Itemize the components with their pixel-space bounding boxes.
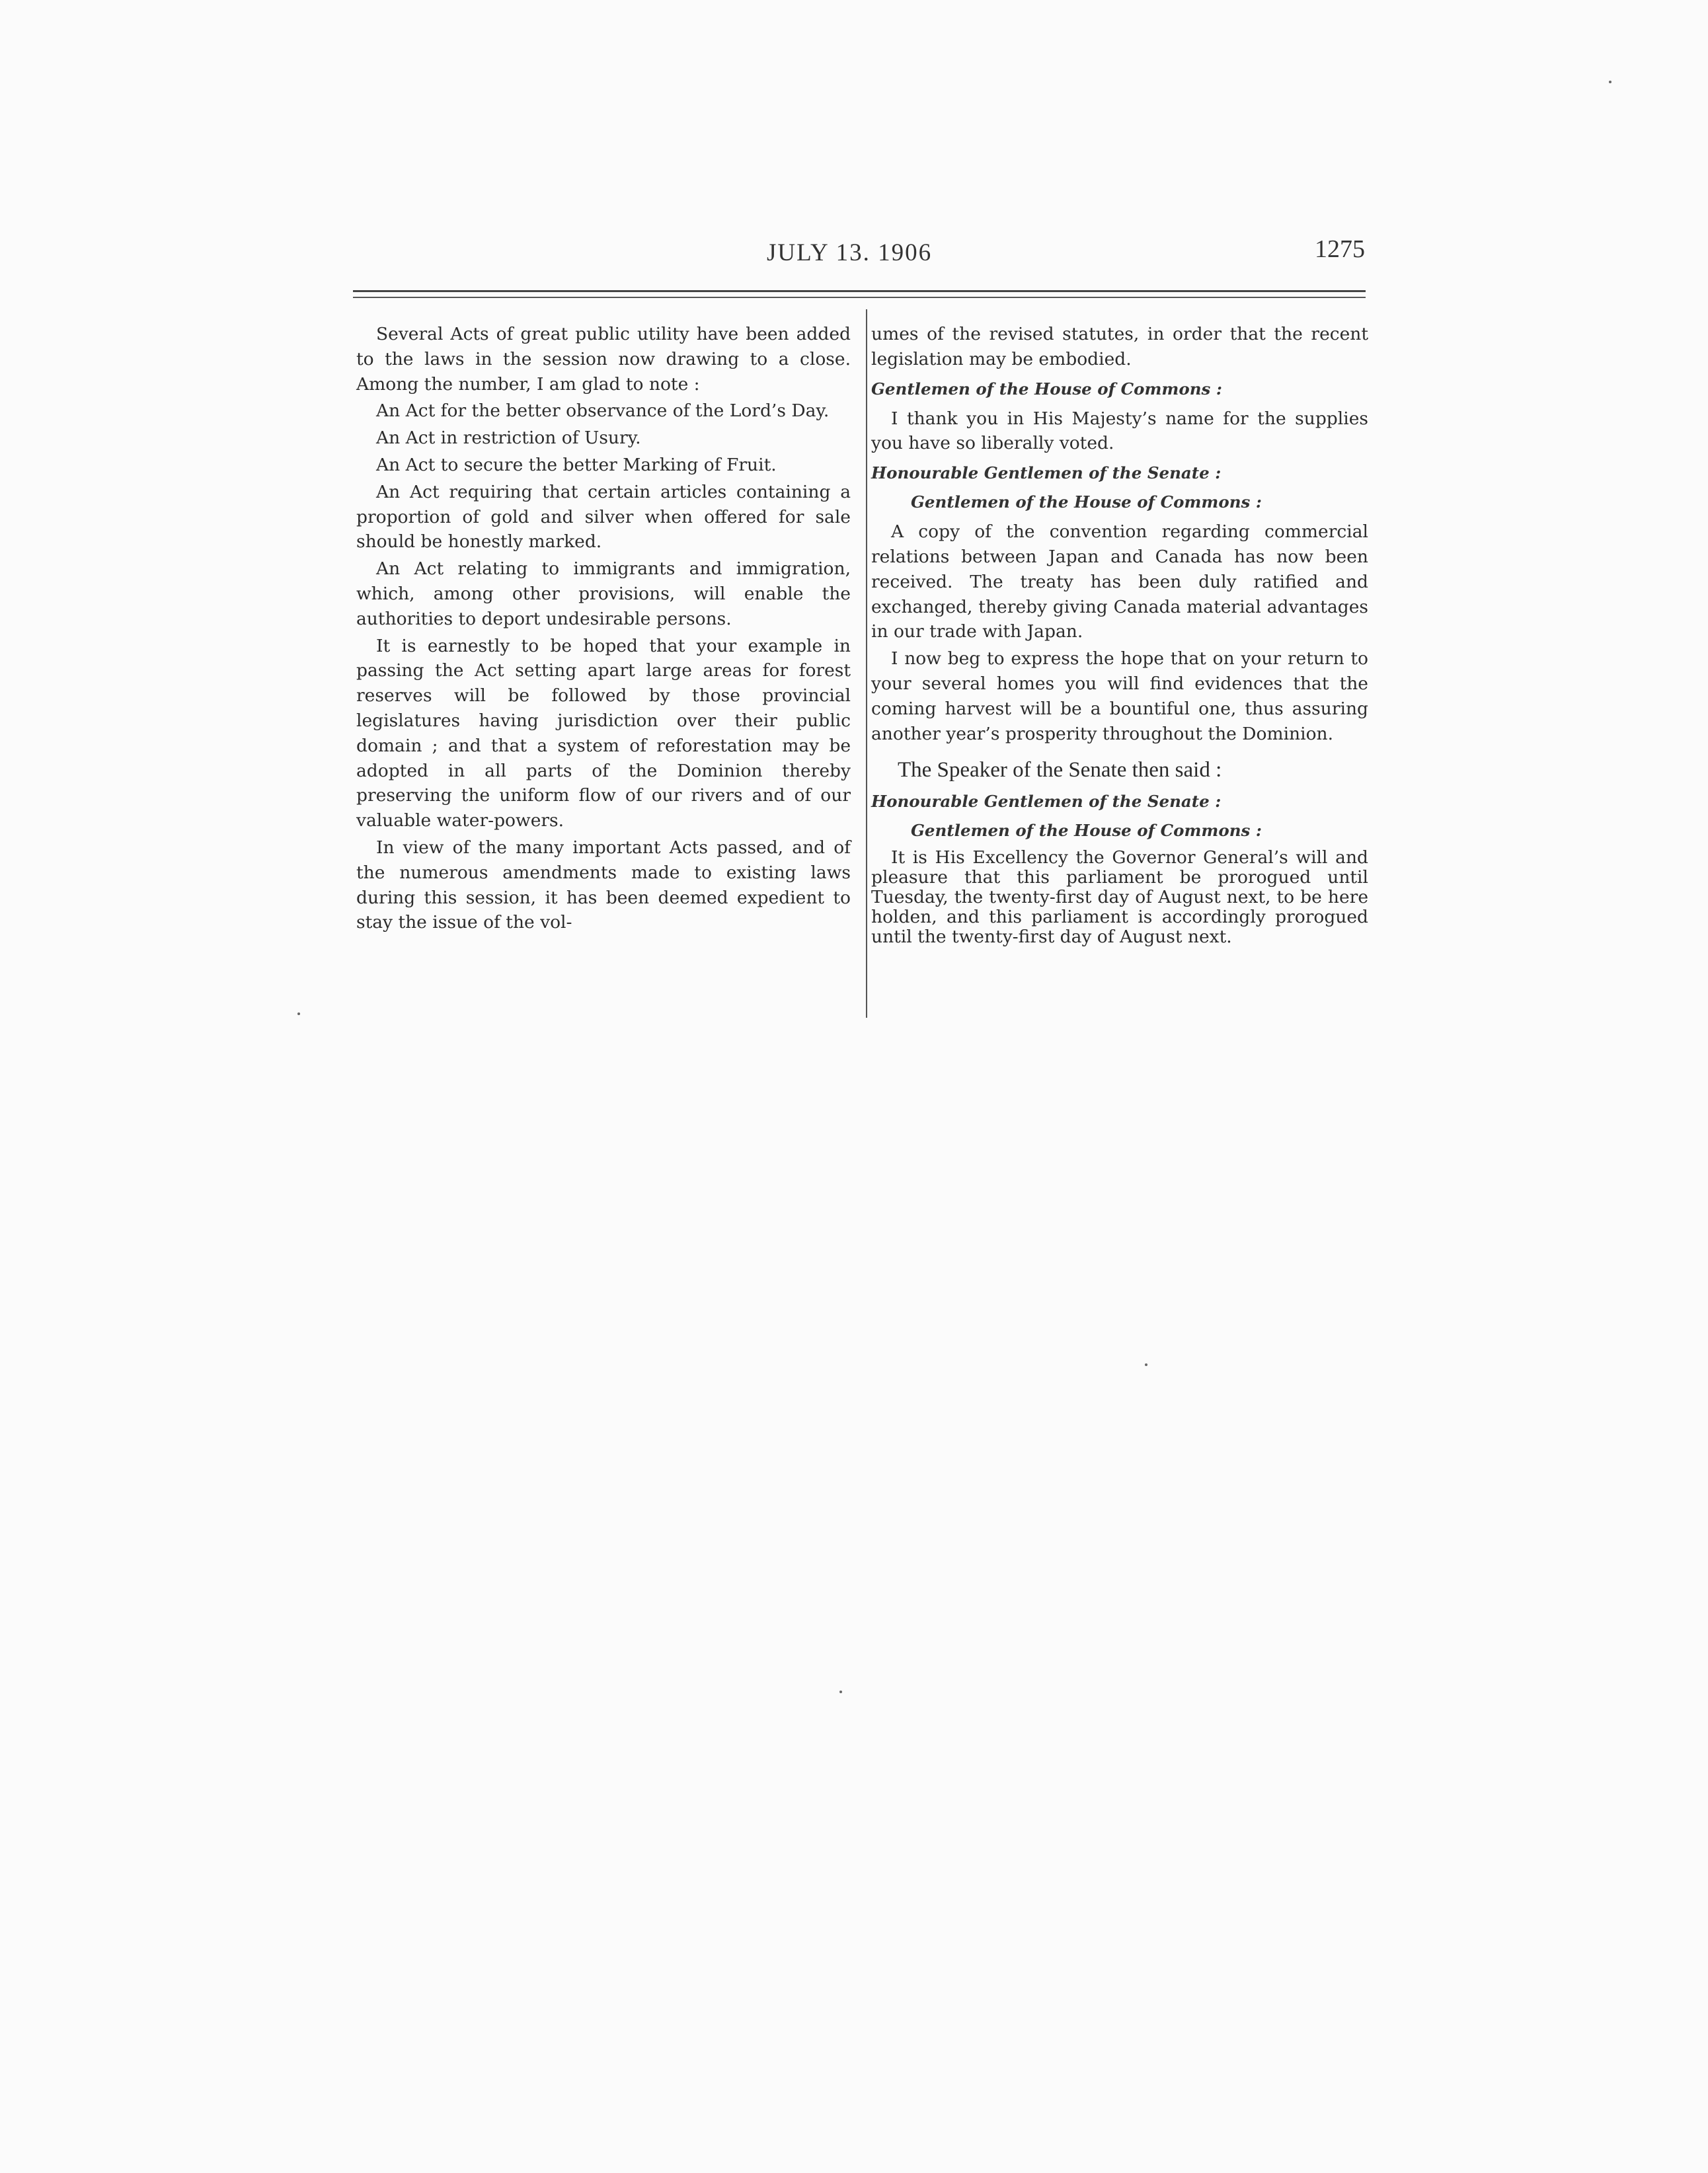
running-head (350, 235, 1365, 274)
salutation: Gentlemen of the House of Commons : (911, 492, 1262, 512)
right-column (871, 322, 1368, 949)
scan-speck (839, 1691, 842, 1693)
page-number: 1275 (1315, 235, 1365, 263)
header-rule-thin (353, 297, 1366, 298)
paragraph: It is earnestly to be hoped that your example in passing the Act setting apart large areas for forest reserves will be followed by those provincial legislatures having jurisdiction over their public domain ; and that a system of reforestation may be adopted in all parts of the Dominion thereby preserving the uniform flow of our rivers and of our valuable water-powers. (356, 635, 851, 831)
speaker-line: The Speaker of the Senate then said : (898, 758, 1222, 782)
paragraph: An Act to secure the better Marking of Fruit. (376, 454, 777, 475)
paragraph: A copy of the convention regarding commercial relations between Japan and Canada has now been received. The treaty has been duly ratified and exchanged, thereby giving Canada material advantages in our trade with Japan. (871, 521, 1368, 642)
paragraph: An Act for the better observance of the Lord’s Day. (376, 400, 830, 422)
paragraph: I now beg to express the hope that on your return to your several homes you will find evidences that the coming harvest will be a bountiful one, thus assuring another year’s prosperity throughout the Dominion. (871, 648, 1368, 744)
paragraph: Several Acts of great public utility have been added to the laws in the session now drawing to a close. Among the number, I am glad to note : (356, 324, 851, 395)
salutation: Gentlemen of the House of Commons : (871, 379, 1222, 399)
paragraph: umes of the revised statutes, in order that the recent legislation may be embodied. (871, 324, 1368, 369)
scan-speck (1609, 81, 1611, 83)
paragraph: An Act in restriction of Usury. (376, 428, 641, 449)
salutation: Gentlemen of the House of Commons : (911, 821, 1262, 841)
paragraph: An Act requiring that certain articles containing a proportion of gold and silver when offered for sale should be honestly marked. (356, 481, 851, 553)
scan-speck (297, 1012, 300, 1015)
header-date: JULY 13. 1906 (767, 239, 933, 266)
header-rule-thick (353, 290, 1366, 292)
paragraph: I thank you in His Majesty’s name for the supplies you have so liberally voted. (871, 408, 1368, 454)
column-divider (866, 309, 867, 1018)
scan-speck (1145, 1363, 1147, 1366)
salutation: Honourable Gentlemen of the Senate : (871, 463, 1222, 483)
paragraph: In view of the many important Acts passed, and of the numerous amendments made to existing laws during this session, it has been deemed expedient to stay the issue of the vol- (356, 837, 851, 933)
paragraph: It is His Excellency the Governor General’s will and pleasure that this parliament be prorogued until Tuesday, the twenty-first day of August next, to be here holden, and this parliament is accordingly prorogued until the twenty-first day of August next. (871, 847, 1368, 948)
salutation: Honourable Gentlemen of the Senate : (871, 792, 1222, 812)
paragraph: An Act relating to immigrants and immigration, which, among other provisions, will enable the authorities to deport undesirable persons. (356, 558, 851, 629)
left-column (356, 322, 851, 937)
